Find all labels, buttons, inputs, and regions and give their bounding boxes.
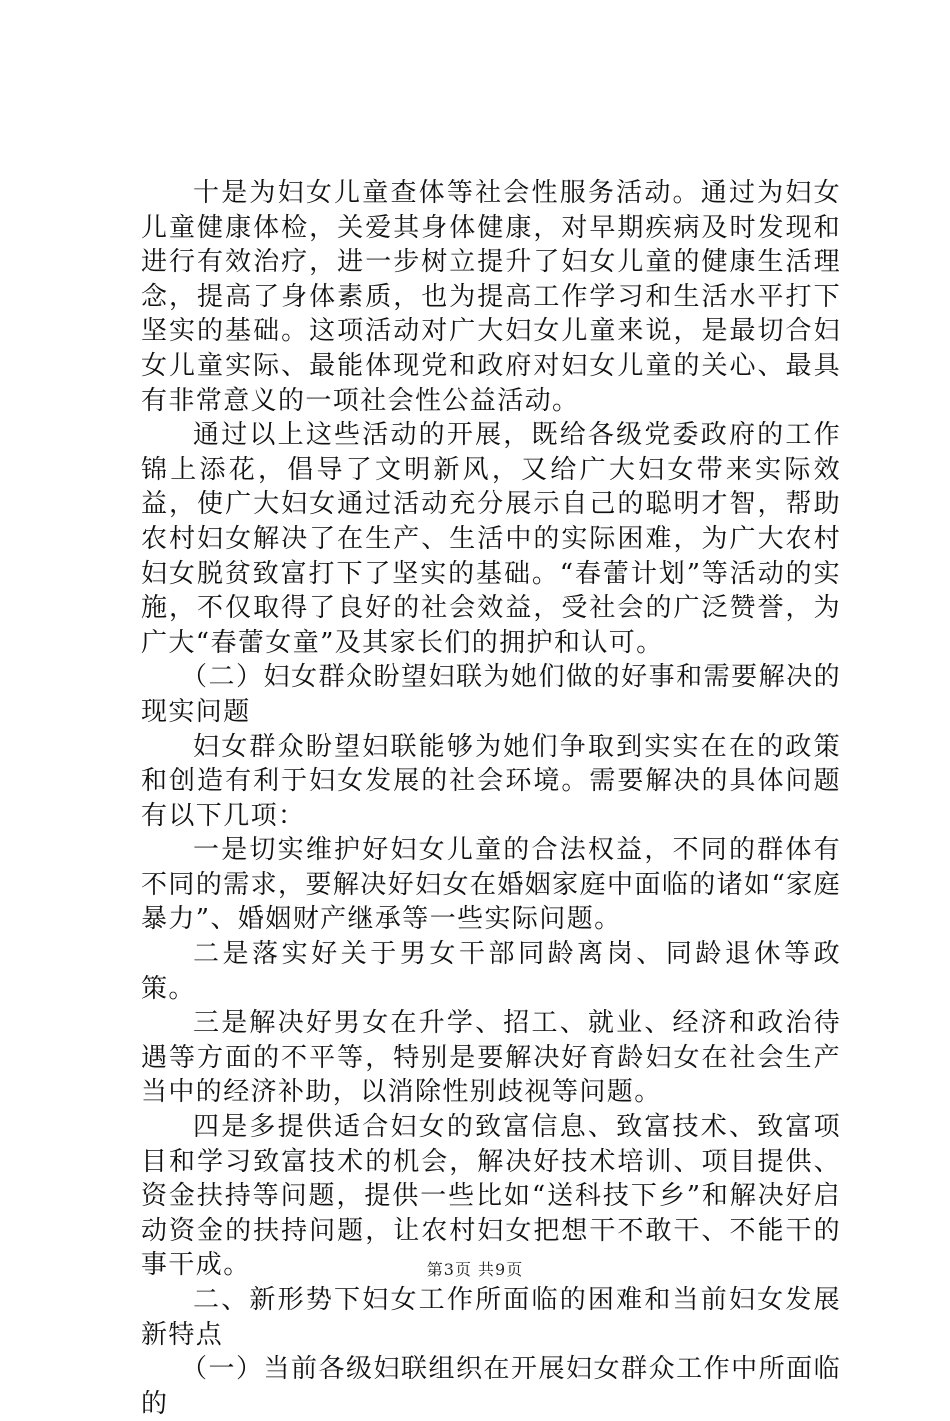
paragraph-item-four: 四是多提供适合妇女的致富信息、致富技术、致富项目和学习致富技术的机会，解决好技术培训、项目提供、资金扶持等问题，提供一些比如“送科技下乡”和解决好启动资金的扶持问题，让农村妇女把想干不敢干、不能干的事干成。 [141,1112,841,1281]
paragraph-summary: 通过以上这些活动的开展，既给各级党委政府的工作锦上添花，倡导了文明新风，又给广大妇女带来实际效益，使广大妇女通过活动充分展示自己的聪明才智，帮助农村妇女解决了在生产、生活中的实际困难，为广大农村妇女脱贫致富打下了坚实的基础。“春蕾计划”等活动的实施，不仅取得了良好的社会效益，受社会的广泛赞誉，为广大“春蕾女童”及其家长们的拥护和认可。 [141,420,841,658]
section-heading-one: （一）当前各级妇联组织在开展妇女群众工作中所面临的 [141,1354,841,1419]
paragraph-item-two: 二是落实好关于男女干部同龄离岗、同龄退休等政策。 [141,939,841,1004]
section-heading-two: （二）妇女群众盼望妇联为她们做的好事和需要解决的现实问题 [141,662,841,727]
paragraph-item-one: 一是切实维护好妇女儿童的合法权益，不同的群体有不同的需求，要解决好妇女在婚姻家庭中面临的诸如“家庭暴力”、婚姻财产继承等一些实际问题。 [141,835,841,935]
paragraph-expectations: 妇女群众盼望妇联能够为她们争取到实实在在的政策和创造有利于妇女发展的社会环境。需要解决的具体问题有以下几项： [141,731,841,831]
paragraph-item-ten: 十是为妇女儿童查体等社会性服务活动。通过为妇女儿童健康体检，关爱其身体健康，对早期疾病及时发现和进行有效治疗，进一步树立提升了妇女儿童的健康生活理念，提高了身体素质，也为提高工作学习和生活水平打下坚实的基础。这项活动对广大妇女儿童来说，是最切合妇女儿童实际、最能体现党和政府对妇女儿童的关心、最具有非常意义的一项社会性公益活动。 [141,178,841,416]
document-body [141,176,841,1421]
paragraph-item-three: 三是解决好男女在升学、招工、就业、经济和政治待遇等方面的不平等，特别是要解决好育龄妇女在社会生产当中的经济补助，以消除性别歧视等问题。 [141,1008,841,1108]
chapter-heading-two: 二、新形势下妇女工作所面临的困难和当前妇女发展新特点 [141,1285,841,1350]
page-footer: 第3页 共9页 [426,1260,524,1279]
